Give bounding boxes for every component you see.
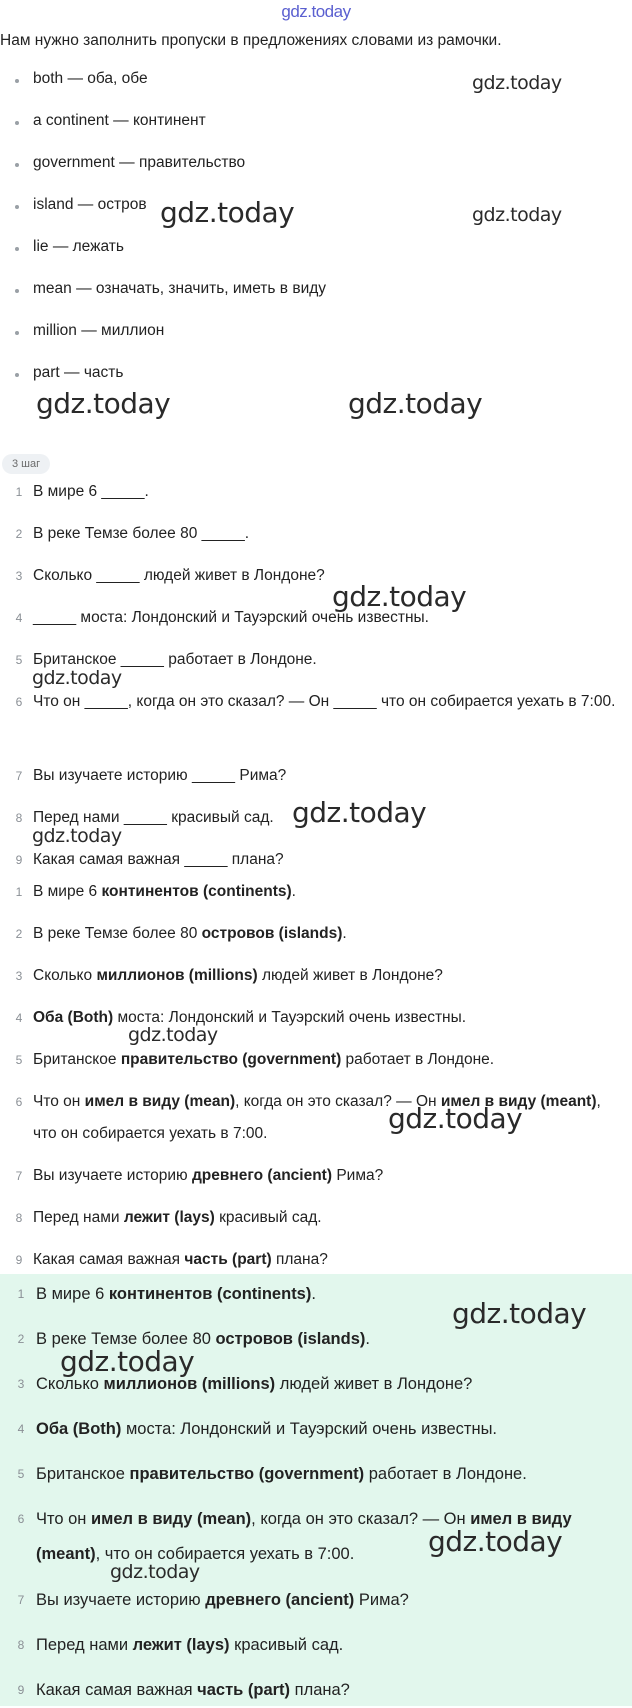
watermark: gdz.today: [428, 1525, 563, 1558]
item-number: 3: [15, 969, 23, 983]
item-number: 2: [15, 927, 23, 941]
item-number: 7: [15, 1169, 23, 1183]
vocab-item: [0, 112, 632, 154]
vocab-item: [0, 280, 632, 322]
bullet-icon: [15, 79, 19, 83]
vocab-text: island — остров: [33, 196, 147, 213]
item-number: 7: [17, 1593, 25, 1607]
item-number: 4: [15, 611, 23, 625]
bullet-icon: [15, 289, 19, 293]
item-text: Оба (Both) моста: Лондонский и Тауэрский очень известны.: [33, 1009, 467, 1026]
vocab-text: part — часть: [33, 364, 124, 381]
item-number: 8: [17, 1638, 25, 1652]
item-number: 1: [17, 1287, 25, 1301]
vocab-text: lie — лежать: [33, 238, 124, 255]
item-text: Перед нами лежит (lays) красивый сад.: [36, 1636, 344, 1654]
bullet-icon: [15, 121, 19, 125]
item-text: Сколько миллионов (millions) людей живет в Лондоне?: [33, 967, 443, 984]
item-text: Британское _____ работает в Лондоне.: [33, 651, 317, 668]
item-number: 7: [15, 769, 23, 783]
item-number: 4: [15, 1011, 23, 1025]
watermark: gdz.today: [472, 72, 562, 94]
watermark: gdz.today: [452, 1297, 587, 1330]
vocab-item: [0, 322, 632, 364]
watermark: gdz.today: [60, 1345, 195, 1378]
watermark: gdz.today: [348, 387, 483, 420]
item-number: 9: [15, 1253, 23, 1267]
step-badge: 3 шаг: [2, 454, 50, 474]
watermark: gdz.today: [472, 204, 562, 226]
site-header-logo[interactable]: gdz.today: [281, 2, 351, 21]
item-text: Перед нами лежит (lays) красивый сад.: [33, 1209, 322, 1226]
item-number: 5: [15, 1053, 23, 1067]
item-number: 6: [15, 1095, 23, 1109]
item-text: Вы изучаете историю древнего (ancient) Рима?: [36, 1591, 409, 1609]
item-text: В мире 6 _____.: [33, 483, 149, 500]
vocab-item: [0, 154, 632, 196]
item-number: 1: [15, 485, 23, 499]
item-text: В реке Темзе более 80 _____.: [33, 525, 250, 542]
vocab-text: a continent — континент: [33, 112, 206, 129]
item-text: В мире 6 континентов (continents).: [36, 1285, 316, 1303]
item-text: Какая самая важная _____ плана?: [33, 851, 284, 868]
item-number: 2: [17, 1332, 25, 1346]
item-number: 6: [17, 1512, 25, 1526]
item-text: Что он имел в виду (mean), когда он это сказал? — Он имел в виду (meant), что он собирается уехать в 7:00.: [33, 1093, 601, 1142]
watermark: gdz.today: [128, 1024, 218, 1046]
watermark: gdz.today: [110, 1561, 200, 1583]
bullet-icon: [15, 373, 19, 377]
item-text: Что он имел в виду (mean), когда он это сказал? — Он имел в виду (meant), что он собирается уехать в 7:00.: [36, 1510, 572, 1563]
watermark: gdz.today: [332, 580, 467, 613]
item-text: _____ моста: Лондонский и Тауэрский очень известны.: [33, 609, 429, 626]
item-number: 9: [15, 853, 23, 867]
item-number: 2: [15, 527, 23, 541]
item-number: 5: [17, 1467, 25, 1481]
watermark: gdz.today: [32, 667, 122, 689]
watermark: gdz.today: [32, 825, 122, 847]
item-text: Британское правительство (government) работает в Лондоне.: [33, 1051, 495, 1068]
item-text: Что он _____, когда он это сказал? — Он _____ что он собирается уехать в 7:00.: [33, 693, 616, 710]
item-number: 6: [15, 695, 23, 709]
vocab-item: [0, 238, 632, 280]
vocab-text: million — миллион: [33, 322, 165, 339]
bullet-icon: [15, 331, 19, 335]
intro-text: Нам нужно заполнить пропуски в предложениях словами из рамочки.: [0, 32, 502, 49]
item-number: 8: [15, 1211, 23, 1225]
item-number: 4: [17, 1422, 25, 1436]
vocab-text: both — оба, обе: [33, 70, 148, 87]
watermark: gdz.today: [388, 1102, 523, 1135]
item-number: 3: [15, 569, 23, 583]
item-text: Британское правительство (government) работает в Лондоне.: [36, 1465, 527, 1483]
vocab-list: [0, 70, 632, 406]
item-text: В реке Темзе более 80 островов (islands).: [33, 925, 347, 942]
watermark: gdz.today: [292, 796, 427, 829]
item-number: 5: [15, 653, 23, 667]
bullet-icon: [15, 205, 19, 209]
item-text: Вы изучаете историю _____ Рима?: [33, 767, 287, 784]
watermark: gdz.today: [160, 196, 295, 229]
item-text: Какая самая важная часть (part) плана?: [36, 1681, 350, 1699]
item-text: Оба (Both) моста: Лондонский и Тауэрский очень известны.: [36, 1420, 498, 1438]
bullet-icon: [15, 163, 19, 167]
item-text: Перед нами _____ красивый сад.: [33, 809, 274, 826]
item-text: Сколько миллионов (millions) людей живет в Лондоне?: [36, 1375, 473, 1393]
vocab-text: government — правительство: [33, 154, 246, 171]
item-text: В мире 6 континентов (continents).: [33, 883, 296, 900]
item-number: 3: [17, 1377, 25, 1391]
item-number: 1: [15, 885, 23, 899]
item-text: Какая самая важная часть (part) плана?: [33, 1251, 328, 1268]
item-number: 8: [15, 811, 23, 825]
watermark: gdz.today: [36, 387, 171, 420]
bullet-icon: [15, 247, 19, 251]
item-text: Сколько _____ людей живет в Лондоне?: [33, 567, 325, 584]
vocab-text: mean — означать, значить, иметь в виду: [33, 280, 327, 297]
item-number: 9: [17, 1683, 25, 1697]
item-text: Вы изучаете историю древнего (ancient) Рима?: [33, 1167, 384, 1184]
item-text: В реке Темзе более 80 островов (islands).: [36, 1330, 370, 1348]
